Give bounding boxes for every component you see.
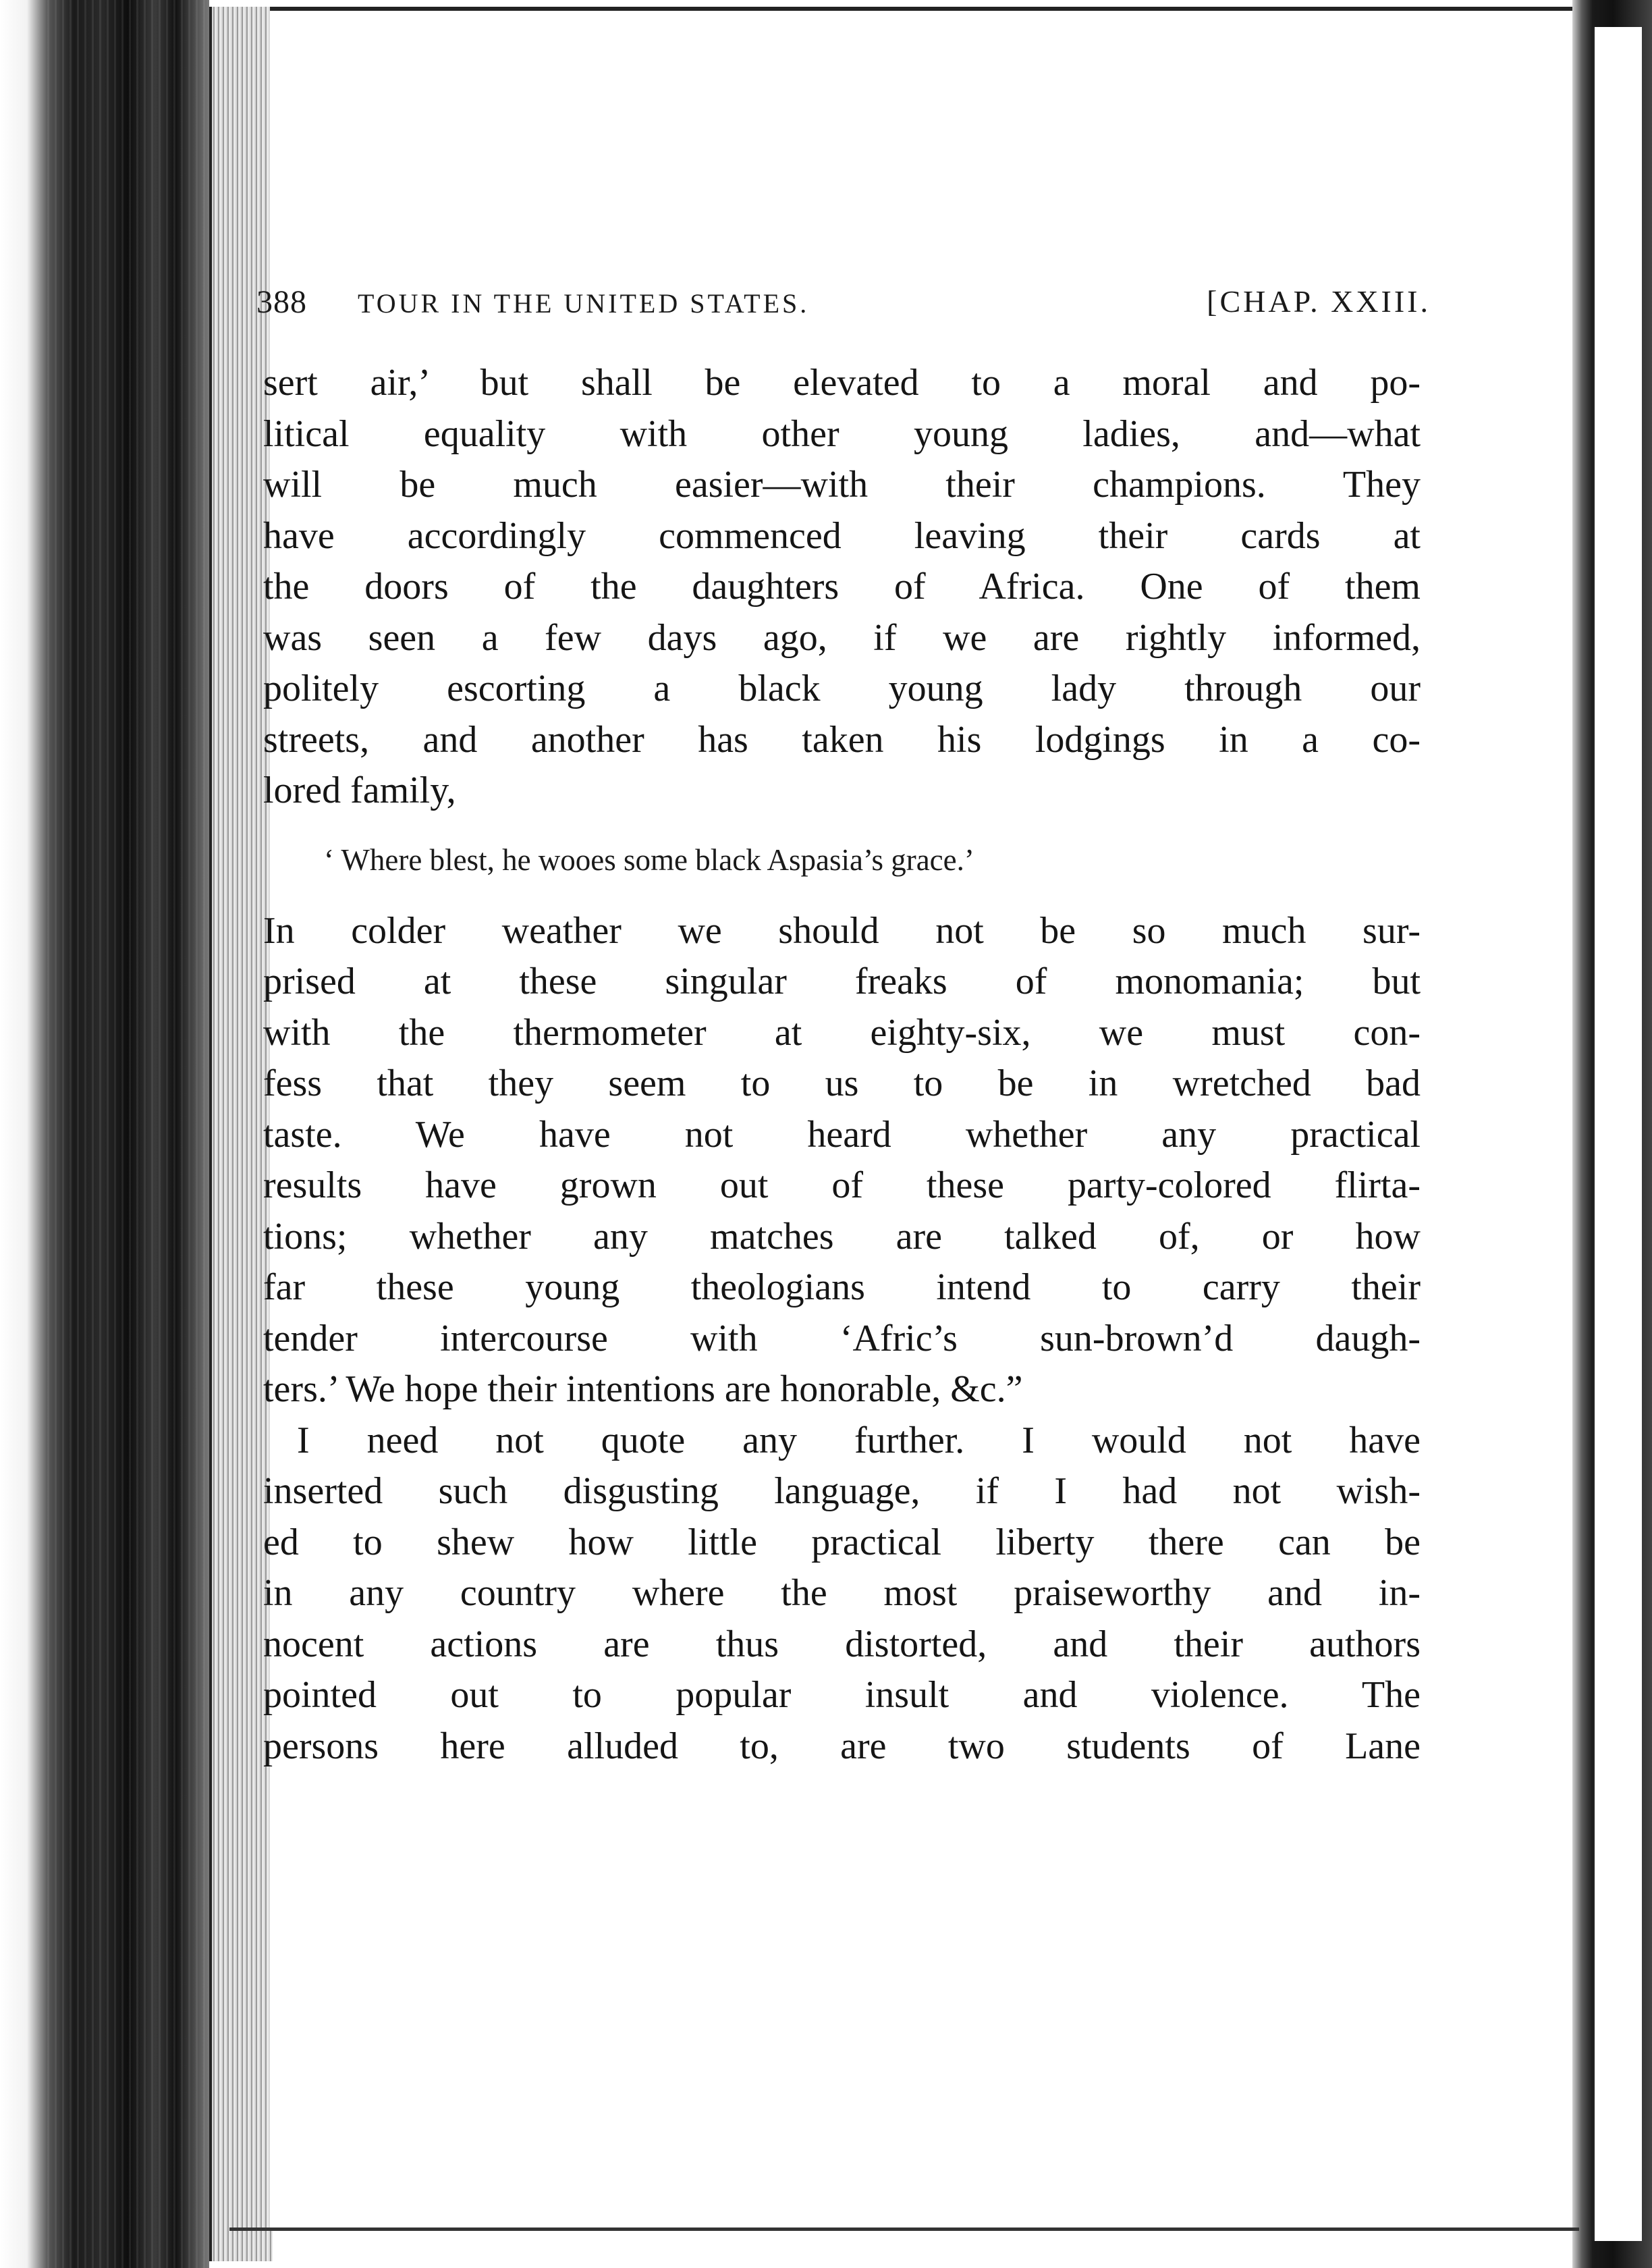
- paragraph-3: [263, 1415, 1421, 1773]
- text-line: in any country where the most praiseworthy and in-: [263, 1572, 1421, 1614]
- text-line: tender intercourse with ‘Afric’s sun-brown’d daugh-: [263, 1317, 1421, 1359]
- page-number: 388: [256, 284, 307, 320]
- running-title: TOUR IN THE UNITED STATES.: [358, 288, 810, 319]
- verse-quotation: ‘ Where blest, he wooes some black Aspasia’s grace.’: [324, 842, 974, 877]
- text-line: persons here alluded to, are two students of Lane: [263, 1725, 1421, 1767]
- text-line: taste. We have not heard whether any practical: [263, 1113, 1421, 1156]
- text-line: far these young theologians intend to carry their: [263, 1266, 1421, 1308]
- text-line: ed to shew how little practical liberty there can be: [263, 1521, 1421, 1563]
- text-line: politely escorting a black young lady through our: [263, 668, 1421, 709]
- paragraph-2: [263, 906, 1421, 1415]
- text-line: pointed out to popular insult and violence. The: [263, 1674, 1421, 1716]
- paragraph-1: [263, 358, 1421, 817]
- text-line: ters.’ We hope their intentions are honorable, &c.”: [263, 1368, 1023, 1410]
- text-line: streets, and another has taken his lodgings in a co-: [263, 718, 1421, 761]
- text-line: I need not quote any further. I would not have: [297, 1419, 1421, 1461]
- text-line: fess that they seem to us to be in wretched bad: [263, 1062, 1421, 1104]
- running-head: [256, 284, 1431, 338]
- text-line: results have grown out of these party-colored flirta-: [263, 1164, 1421, 1206]
- text-line: with the thermometer at eighty-six, we must con-: [263, 1011, 1421, 1054]
- next-page-sliver: [1593, 27, 1642, 2241]
- text-line: have accordingly commenced leaving their cards at: [263, 514, 1421, 557]
- text-line: will be much easier—with their champions. They: [263, 464, 1421, 506]
- page-bottom-edge: [229, 2228, 1579, 2231]
- body-text: [263, 358, 1421, 1772]
- text-line: prised at these singular freaks of monomania; but: [263, 961, 1421, 1002]
- text-line: In colder weather we should not be so much sur-: [263, 909, 1421, 952]
- text-line: was seen a few days ago, if we are rightly informed,: [263, 616, 1421, 659]
- text-line: litical equality with other young ladies, and—what: [263, 412, 1421, 455]
- text-line: inserted such disgusting language, if I had not wish-: [263, 1470, 1421, 1512]
- chapter-label: [CHAP. XXIII.: [1207, 284, 1431, 319]
- text-line: sert air,’ but shall be elevated to a moral and po-: [263, 362, 1421, 404]
- spine-texture: [47, 0, 209, 2268]
- text-line: lored family,: [263, 770, 456, 811]
- text-line: tions; whether any matches are talked of, or how: [263, 1215, 1421, 1258]
- text-line: nocent actions are thus distorted, and their authors: [263, 1623, 1421, 1665]
- text-line: the doors of the daughters of Africa. One of them: [263, 566, 1421, 608]
